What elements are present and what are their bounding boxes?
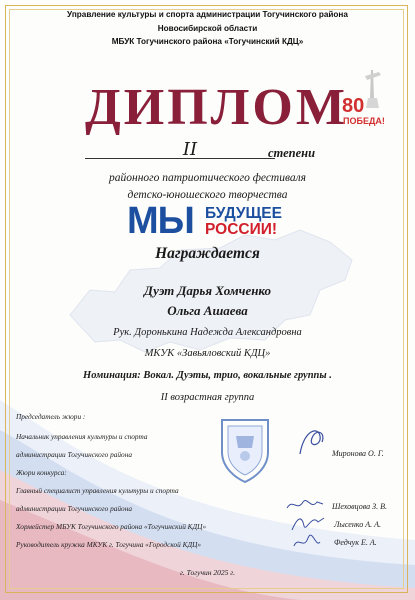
victory-80-badge	[339, 68, 391, 130]
logo-big-text: МЫ	[127, 200, 194, 242]
leader-line: Рук. Доронькина Надежда Александровна	[113, 327, 302, 338]
jury3-role: Руководитель кружка МКУК г. Тогучина «Городской КДЦ»	[16, 540, 202, 549]
festival-line-1: районного патриотического фестиваля	[108, 172, 307, 184]
badge-word: ПОБЕДА!	[343, 116, 385, 126]
logo-line-1: БУДУЩЕЕ	[205, 205, 282, 222]
age-group-line: II возрастная группа	[160, 392, 255, 403]
recipient-line-2: Ольга Ашаева	[167, 303, 248, 318]
organization-line: МКУК «Завьяловский КДЦ»	[144, 348, 271, 359]
festival-logo	[127, 200, 297, 242]
header-line-3: МБУК Тогучинского района «Тогучинский КДЦ»	[111, 37, 304, 46]
place-and-year: г. Тогучин 2025 г.	[180, 568, 235, 577]
header-line-2: Новосибирской области	[157, 23, 258, 33]
chair-role-1: Начальник управления культуры и спорта	[16, 432, 148, 441]
awarded-label: Награждается	[155, 245, 260, 262]
jury3-name: Федчук Е. А.	[334, 538, 377, 547]
jury1-name: Шеховцова З. В.	[332, 502, 387, 511]
jury2-name: Лысенко А. А.	[334, 520, 382, 529]
chair-signature	[292, 420, 332, 460]
festival-line-2: детско-юношеского творчества	[127, 189, 288, 201]
degree-number: II	[182, 139, 198, 160]
issuer-header	[30, 8, 385, 49]
logo-line-2: РОССИИ!	[205, 221, 278, 238]
nomination-line: Номинация: Вокал. Дуэты, трио, вокальные группы .	[83, 370, 332, 381]
chair-name: Миронова О. Г.	[332, 449, 384, 458]
badge-number: 80	[342, 95, 365, 117]
header-line-1: Управление культуры и спорта администрации Тогучинского района	[67, 10, 348, 19]
chair-role-2: администрации Тогучинского района	[16, 450, 132, 459]
degree-label: степени	[268, 146, 316, 160]
degree-underline	[85, 158, 275, 159]
jury1-role-2: администрации Тогучинского района	[16, 504, 132, 513]
jury2-role: Хормейстер МБУК Тогучинского района «Тогучинский КДЦ»	[16, 522, 207, 531]
chair-label: Председатель жюри :	[16, 412, 86, 421]
recipient-line-1: Дуэт Дарья Хомченко	[143, 283, 272, 298]
coat-of-arms-seal	[214, 412, 276, 484]
diploma-title: ДИПЛОМ	[85, 79, 348, 136]
jury-label: Жюри конкурса:	[16, 468, 67, 477]
jury3-signature	[290, 530, 324, 552]
jury1-role-1: Главный специалист управления культуры и спорта	[16, 486, 179, 495]
